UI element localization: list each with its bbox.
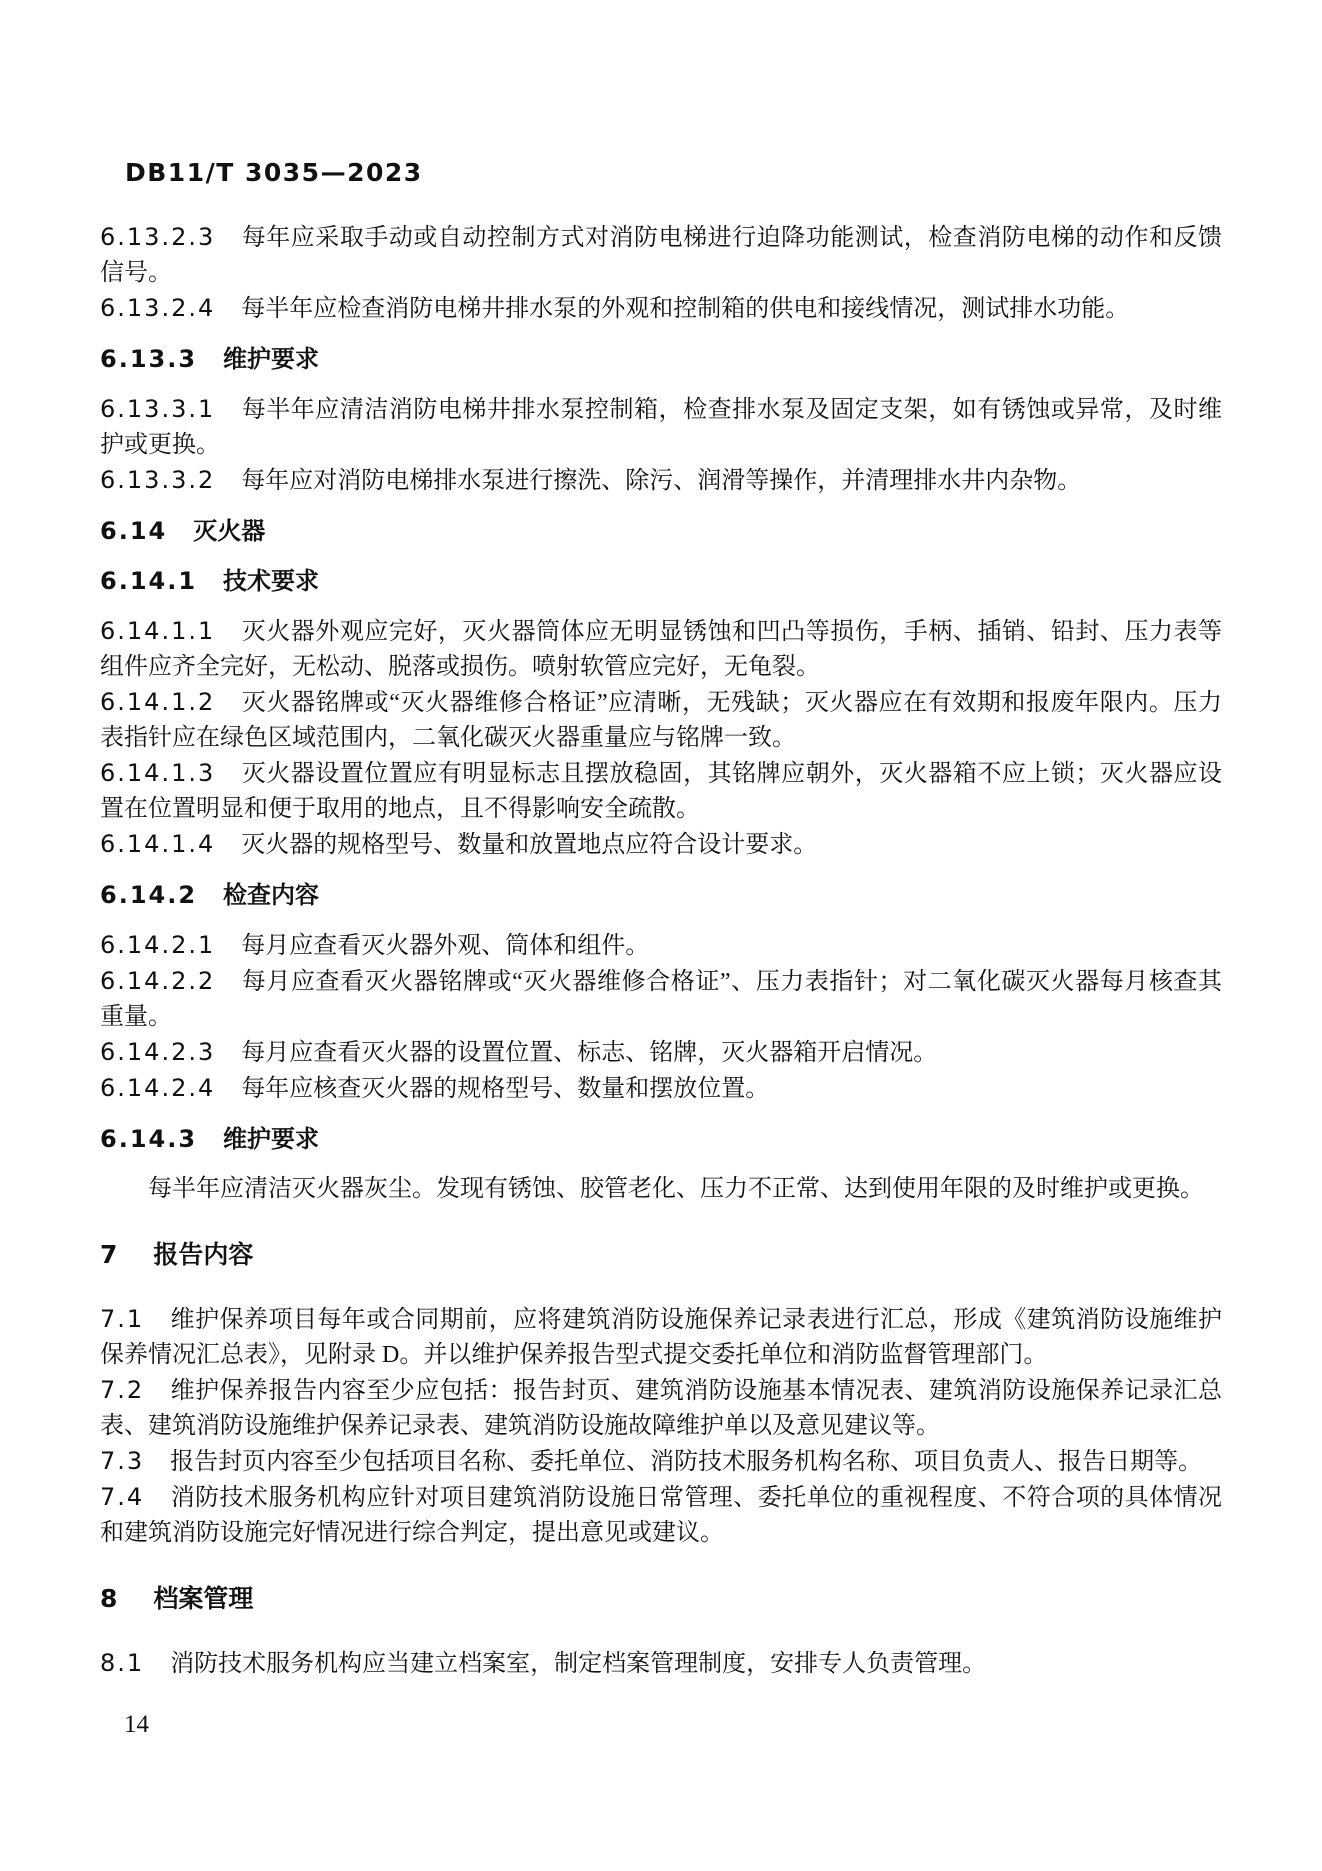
clause-7-3 (100, 1444, 1222, 1480)
clause-text: 灭火器的规格型号、数量和放置地点应符合设计要求。 (241, 832, 818, 858)
clause-number: 6.14.2.2 (100, 967, 216, 995)
clause-text: 消防技术服务机构应当建立档案室，制定档案管理制度，安排专人负责管理。 (170, 1651, 987, 1677)
clause-number: 6.13.3.2 (100, 466, 216, 494)
clause-number: 7.4 (100, 1483, 145, 1511)
heading-6-14-2 (100, 878, 1222, 913)
clause-text: 灭火器外观应完好，灭火器筒体应无明显锈蚀和凹凸等损伤，手柄、插销、铅封、压力表等组件应齐全完好，无松动、脱落或损伤。喷射软管应完好，无龟裂。 (100, 619, 1222, 680)
clause-6-13-2-3 (100, 220, 1222, 291)
clause-number: 6.13.3.1 (100, 395, 216, 423)
clause-6-14-1-2 (100, 685, 1222, 756)
clause-number: 6.14.2.4 (100, 1074, 216, 1102)
clause-text: 报告封页内容至少包括项目名称、委托单位、消防技术服务机构名称、项目负责人、报告日期等。 (170, 1449, 1203, 1475)
heading-number: 6.13.3 (100, 345, 198, 373)
clause-number: 6.14.1.3 (100, 759, 216, 787)
clause-text: 每月应查看灭火器的设置位置、标志、铭牌，灭火器箱开启情况。 (241, 1040, 938, 1066)
clause-number: 6.14.2.1 (100, 931, 216, 959)
heading-text: 报告内容 (153, 1240, 254, 1269)
clause-text: 每半年应检查消防电梯井排水泵的外观和控制箱的供电和接线情况，测试排水功能。 (241, 296, 1130, 322)
clause-7-1 (100, 1302, 1222, 1373)
heading-number: 6.14.2 (100, 881, 198, 909)
heading-text: 检查内容 (223, 881, 320, 909)
page-number: 14 (124, 1711, 149, 1738)
heading-text: 档案管理 (153, 1584, 254, 1613)
clause-text: 每年应采取手动或自动控制方式对消防电梯进行迫降功能测试，检查消防电梯的动作和反馈信号。 (100, 225, 1222, 286)
clause-8-1 (100, 1646, 1222, 1682)
clause-number: 7.3 (100, 1447, 145, 1475)
clause-6-14-1-1 (100, 614, 1222, 685)
heading-text: 维护要求 (223, 1125, 320, 1153)
heading-text: 技术要求 (223, 567, 320, 595)
clause-6-14-1-4 (100, 827, 1222, 863)
clause-6-14-2-3 (100, 1035, 1222, 1071)
heading-number: 6.14.3 (100, 1125, 198, 1153)
clause-text: 每年应对消防电梯排水泵进行擦洗、除污、润滑等操作，并清理排水井内杂物。 (241, 468, 1082, 494)
heading-text: 维护要求 (223, 345, 320, 373)
clause-text: 每年应核查灭火器的规格型号、数量和摆放位置。 (241, 1076, 770, 1102)
maintenance-note-paragraph: 每半年应清洁灭火器灰尘。发现有锈蚀、胶管老化、压力不正常、达到使用年限的及时维护或更换。 (148, 1176, 1204, 1202)
clause-6-14-2-4 (100, 1071, 1222, 1107)
standard-code-header: DB11/T 3035—2023 (125, 158, 423, 187)
clause-6-14-2-1 (100, 928, 1222, 964)
heading-6-14 (100, 514, 1222, 549)
clause-text: 每月应查看灭火器外观、筒体和组件。 (241, 933, 650, 959)
heading-6-14-1 (100, 564, 1222, 599)
clause-6-13-3-2 (100, 463, 1222, 499)
clause-7-2 (100, 1373, 1222, 1444)
clause-number: 6.14.1.1 (100, 617, 216, 645)
clause-6-13-3-1 (100, 392, 1222, 463)
heading-7 (100, 1237, 1222, 1272)
clause-number: 7.2 (100, 1376, 145, 1404)
clause-number: 6.14.1.2 (100, 688, 216, 716)
heading-number: 6.14.1 (100, 567, 198, 595)
clause-text: 维护保养报告内容至少应包括：报告封页、建筑消防设施基本情况表、建筑消防设施保养记录汇总表、建筑消防设施维护保养记录表、建筑消防设施故障维护单以及意见建议等。 (100, 1378, 1222, 1439)
clause-text: 灭火器设置位置应有明显标志且摆放稳固，其铭牌应朝外，灭火器箱不应上锁；灭火器应设置在位置明显和便于取用的地点，且不得影响安全疏散。 (100, 761, 1222, 822)
heading-number: 6.14 (100, 517, 168, 545)
heading-text: 灭火器 (193, 517, 266, 545)
clause-number: 8.1 (100, 1649, 145, 1677)
clause-number: 6.13.2.4 (100, 294, 216, 322)
clause-text: 灭火器铭牌或“灭火器维修合格证”应清晰，无残缺；灭火器应在有效期和报废年限内。压力表指针应在绿色区域范围内，二氧化碳灭火器重量应与铭牌一致。 (100, 690, 1222, 751)
clause-number: 7.1 (100, 1305, 145, 1333)
heading-8 (100, 1581, 1222, 1616)
clause-text: 每半年应清洁消防电梯井排水泵控制箱，检查排水泵及固定支架，如有锈蚀或异常，及时维护或更换。 (100, 397, 1222, 458)
clause-6-14-1-3 (100, 756, 1222, 827)
clause-text: 消防技术服务机构应针对项目建筑消防设施日常管理、委托单位的重视程度、不符合项的具体情况和建筑消防设施完好情况进行综合判定，提出意见或建议。 (100, 1485, 1222, 1546)
heading-number: 8 (100, 1584, 120, 1613)
clause-6-14-2-2 (100, 964, 1222, 1035)
heading-6-13-3 (100, 342, 1222, 377)
clause-number: 6.13.2.3 (100, 223, 216, 251)
clause-text: 维护保养项目每年或合同期前，应将建筑消防设施保养记录表进行汇总，形成《建筑消防设施维护保养情况汇总表》，见附录 D。并以维护保养报告型式提交委托单位和消防监督管理部门。 (100, 1307, 1222, 1368)
clause-text: 每月应查看灭火器铭牌或“灭火器维修合格证”、压力表指针；对二氧化碳灭火器每月核查其重量。 (100, 969, 1222, 1030)
clause-7-4 (100, 1480, 1222, 1551)
clause-number: 6.14.1.4 (100, 830, 216, 858)
clause-number: 6.14.2.3 (100, 1038, 216, 1066)
heading-6-14-3 (100, 1122, 1222, 1157)
heading-number: 7 (100, 1240, 120, 1269)
clause-6-13-2-4 (100, 291, 1222, 327)
